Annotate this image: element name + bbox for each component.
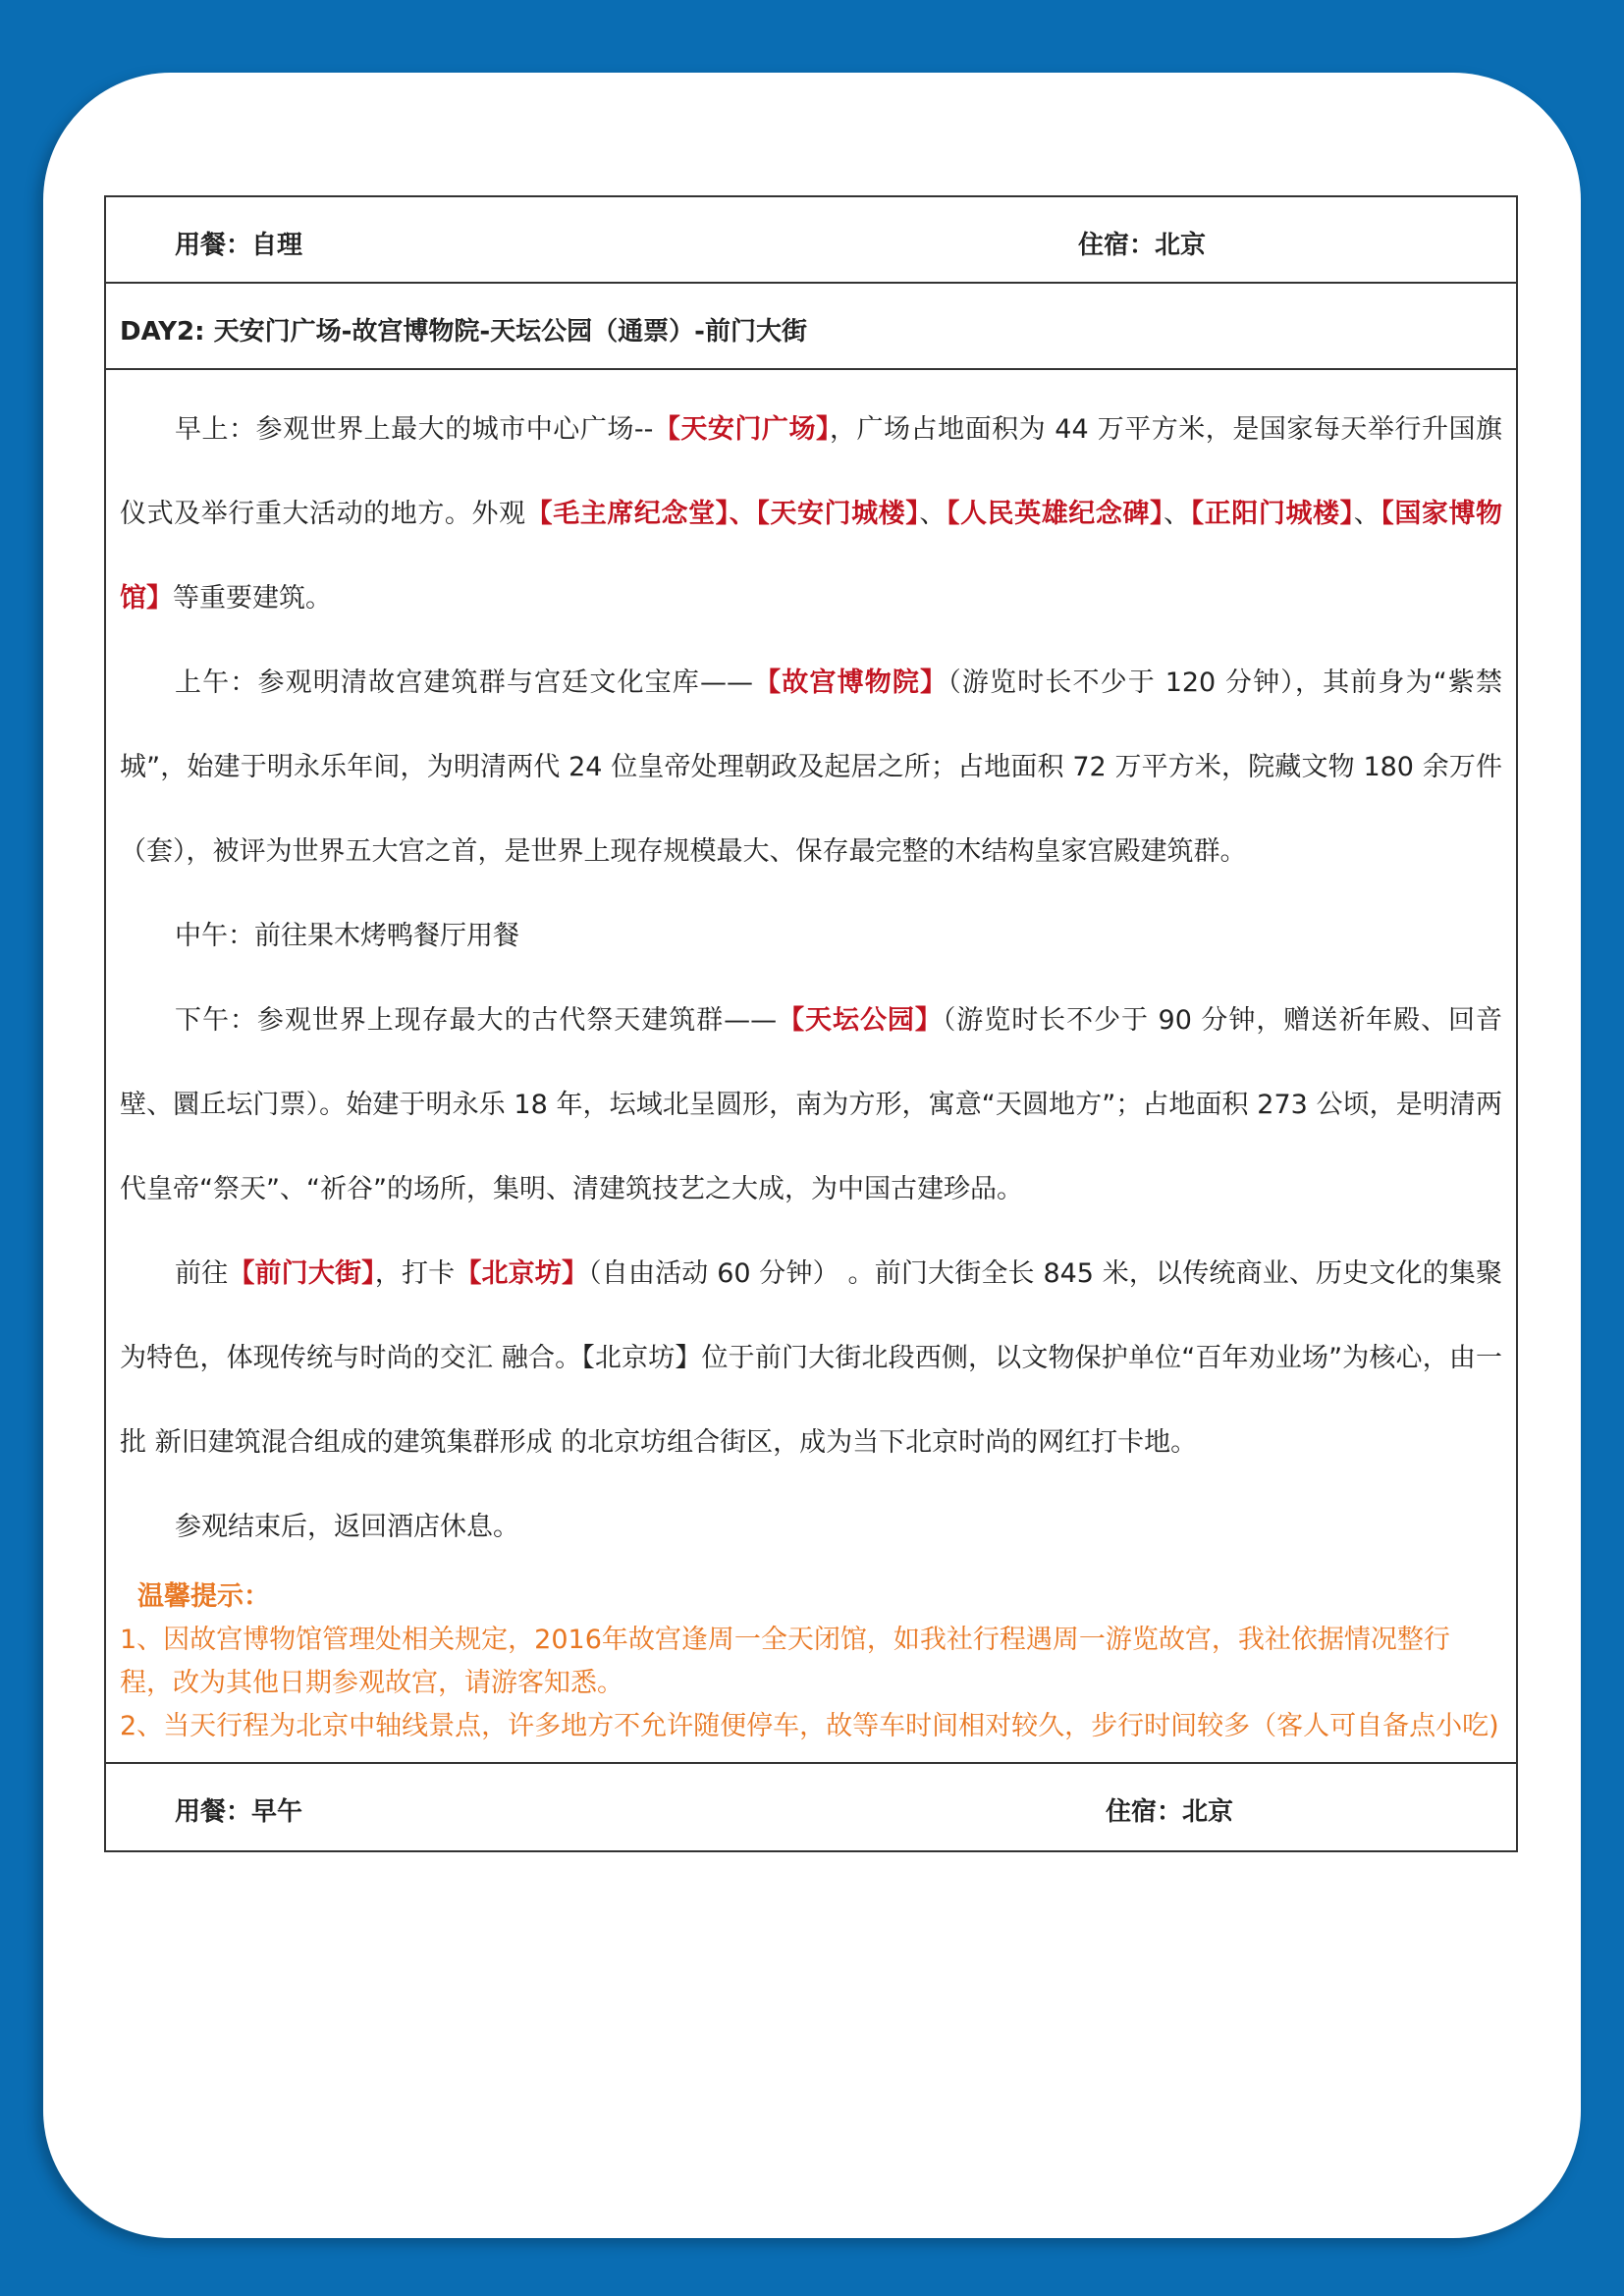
mao-mausoleum-highlight: 【毛主席纪念堂】、 xyxy=(525,499,757,529)
morning-text-3: 等重要建筑。 xyxy=(173,583,332,614)
morning-paragraph xyxy=(120,388,1502,641)
tips-section xyxy=(120,1575,1502,1748)
separator: 、 xyxy=(1164,499,1191,529)
tip-item: 1、因故宫博物馆管理处相关规定，2016年故宫逢周一全天闭馆，如我社行程遇周一游览故宫，我社依据情况整行程，改为其他日期参观故宫，请游客知悉。 xyxy=(120,1625,1450,1698)
evening-text-1: 前往 xyxy=(175,1258,229,1289)
tiananmen-square-highlight: 【天安门广场】 xyxy=(653,414,830,445)
morning-text-1: 早上：参观世界上最大的城市中心广场-- xyxy=(175,414,654,445)
separator: 、 xyxy=(1353,499,1381,529)
day2-footer-row xyxy=(106,1764,1516,1850)
evening-text-2: ，打卡 xyxy=(374,1258,456,1289)
tip-item: 2、当天行程为北京中轴线景点，许多地方不允许随便停车，故等车时间相对较久，步行时间较多（客人可自备点小吃) xyxy=(120,1711,1499,1741)
forenoon-text-2: （游览时长不少于 120 分钟），其前身为“紫禁城”，始建于明永乐年间，为明清两代 24 位皇帝处理朝政及起居之所；占地面积 72 万平方米，院藏文物 180 余万件（套），被评为世界五大宫之首，是世界上现存规模最大、保存最完整的木结构皇家宫殿建筑群。 xyxy=(120,667,1503,867)
qianmen-street-highlight: 【前门大街】 xyxy=(228,1258,375,1289)
meal-info: 用餐：自理 xyxy=(175,231,303,260)
forenoon-paragraph xyxy=(120,641,1502,894)
forenoon-text-1: 上午：参观明清故宫建筑群与宫廷文化宝库—— xyxy=(175,667,753,698)
separator: 、 xyxy=(919,499,947,529)
temple-of-heaven-highlight: 【天坛公园】 xyxy=(777,1005,943,1036)
zhengyangmen-highlight: 【正阳门城楼】 xyxy=(1190,499,1354,529)
evening-paragraph xyxy=(120,1232,1502,1485)
itinerary-table xyxy=(104,195,1518,1852)
day2-title-row xyxy=(106,284,1516,370)
afternoon-text-1: 下午：参观世界上现存最大的古代祭天建筑群—— xyxy=(175,1005,778,1036)
meal-info: 用餐：早午 xyxy=(175,1797,303,1827)
monument-highlight: 【人民英雄纪念碑】 xyxy=(946,499,1164,529)
afternoon-text-2: （游览时长不少于 90 分钟，赠送祈年殿、回音壁、圜丘坛门票）。始建于明永乐 18 年，坛域北呈圆形，南为方形，寓意“天圆地方”；占地面积 273 公顷，是明清两代皇帝“祭天”、“祈谷”的场所，集明、清建筑技艺之大成，为中国古建珍品。 xyxy=(120,1005,1503,1204)
national-museum-highlight: 【国家博物馆】 xyxy=(120,499,1503,614)
evening-text-3: （自由活动 60 分钟） 。前门大街全长 845 米，以传统商业、历史文化的集聚为特色，体现传统与时尚的交汇 融合。【北京坊】位于前门大街北段西侧，以文物保护单位“百年劝业场”为核心，由一批 新旧建筑混合组成的建筑集群形成 的北京坊组合街区，成为当下北京时尚的网红打卡地。 xyxy=(120,1258,1503,1458)
tiananmen-gate-highlight: 【天安门城楼】 xyxy=(756,499,920,529)
beijing-fun-highlight: 【北京坊】 xyxy=(455,1258,589,1289)
end-paragraph: 参观结束后，返回酒店休息。 xyxy=(175,1512,519,1542)
afternoon-paragraph xyxy=(120,979,1502,1232)
morning-text-2: ，广场占地面积为 44 万平方米，是国家每天举行升国旗仪式及举行重大活动的地方。外观 xyxy=(120,414,1502,529)
day2-title: DAY2: 天安门广场-故宫博物院-天坛公园（通票）-前门大街 xyxy=(120,317,807,347)
day1-footer-row xyxy=(106,197,1516,284)
day2-content xyxy=(106,370,1516,1764)
tips-title: 温馨提示： xyxy=(137,1581,270,1612)
palace-museum-highlight: 【故宫博物院】 xyxy=(752,667,948,698)
lodging-info: 住宿：北京 xyxy=(1078,231,1207,260)
noon-paragraph: 中午：前往果木烤鸭餐厅用餐 xyxy=(175,921,519,951)
lodging-info: 住宿：北京 xyxy=(1106,1797,1234,1827)
